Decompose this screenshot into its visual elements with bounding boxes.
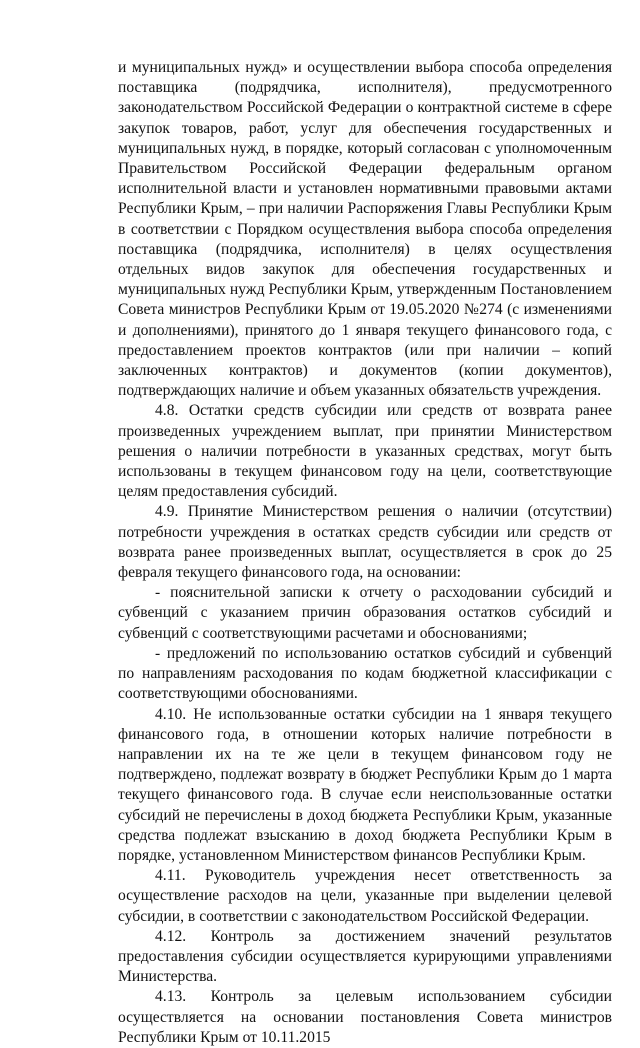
paragraph-4-11: 4.11. Руководитель учреждения несет ответственность за осуществление расходов на цели, указанные при выделении целевой субсидии, в соответствии с законодательством Российской Федерации. [118,867,612,925]
paragraph-continuation: и муниципальных нужд» и осуществлении выбора способа определения поставщика (подрядчика, исполнителя), предусмотренного законодательством Российской Федерации о контрактной системе в сфере закупок товаров, работ, услуг для обеспечения государственных и муниципальных нужд, в порядке, который согласован с уполномоченным Правительством Российской Федерации федеральным органом исполнительной власти и установлен нормативными правовыми актами Республики Крым, – при наличии Распоряжения Главы Республики Крым в соответствии с Порядком осуществления выбора способа определения поставщика (подрядчика, исполнителя) в целях осуществления отдельных видов закупок для обеспечения государственных и муниципальных нужд Республики Крым, утвержденным Постановлением Совета министров Республики Крым от 19.05.2020 №274 (с изменениями и дополнениями), принятого до 1 января текущего финансового года, с предоставлением проектов контрактов (или при наличии – копий заключенных контрактов) и документов (копии документов), подтверждающих наличие и объем указанных обязательств учреждения. [118,59,612,400]
document-page [118,58,612,1048]
paragraph-4-8: 4.8. Остатки средств субсидии или средств от возврата ранее произведенных учреждением выплат, при принятии Министерством решения о наличии потребности в указанных средствах, могут быть использованы в текущем финансовом году на цели, соответствующие целям предоставления субсидий. [118,402,612,501]
paragraph-4-12: 4.12. Контроль за достижением значений результатов предоставления субсидии осуществляется курирующими управлениями Министерства. [118,927,612,986]
paragraph-4-9: 4.9. Принятие Министерством решения о наличии (отсутствии) потребности учреждения в остатках средств субсидии или средств от возврата ранее произведенных выплат, осуществляется в срок до 25 февраля текущего финансового года, на основании: [118,503,612,582]
paragraph-4-9-item-proposals: - предложений по использованию остатков субсидий и субвенций по направлениям расходования по кодам бюджетной классификации с соответствующими обоснованиями. [118,644,612,703]
paragraph-4-9-item-explanatory-note: - пояснительной записки к отчету о расходовании субсидий и субвенций с указанием причин образования остатков субсидий и субвенций с соответствующими расчетами и обоснованиями; [118,584,612,642]
paragraph-4-10: 4.10. Не использованные остатки субсидии на 1 января текущего финансового года, в отношении которых наличие потребности в направлении их на те же цели в текущем финансовом году не подтверждено, подлежат возврату в бюджет Республики Крым до 1 марта текущего финансового года. В случае если неиспользованные остатки субсидий не перечислены в доход бюджета Республики Крым, указанные средства подлежат взысканию в доход бюджета Республики Крым в порядке, установленном Министерством финансов Республики Крым. [118,705,612,864]
paragraph-4-13: 4.13. Контроль за целевым использованием субсидии осуществляется на основании постановления Совета министров Республики Крым от 10.11.2015 [118,988,612,1046]
